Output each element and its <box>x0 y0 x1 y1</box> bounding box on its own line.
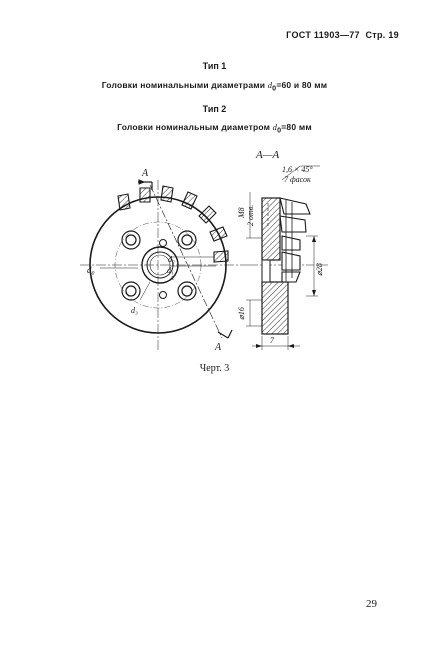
cut-marker-top: А <box>142 168 149 179</box>
figure-caption: Черт. 3 <box>199 363 230 374</box>
thread-label: М8 <box>237 207 246 218</box>
type2-title: Тип 2 <box>202 104 227 114</box>
thread-holes: 2 отв. <box>246 204 255 226</box>
type2-caption: Головки номинальным диаметром $d_0=80$ мм <box>117 122 312 135</box>
mounting-holes <box>122 231 196 300</box>
front-view <box>80 180 250 350</box>
page-number: 29 <box>366 598 377 610</box>
diameter-left: ⌀16 <box>237 307 246 320</box>
label-small-a: А <box>170 276 174 282</box>
page-label: Стр. 19 <box>365 30 399 40</box>
label-d1: d₁ <box>167 266 174 275</box>
chamfer-count: 7 фасок <box>284 175 311 184</box>
chamfer-label: 1,6 × 45° <box>282 165 313 174</box>
label-d3: d₃ <box>131 306 138 315</box>
diameter-right: ⌀28 <box>315 263 324 276</box>
cut-marker-bottom: А <box>215 342 222 353</box>
dim-bottom: 7 <box>270 336 274 345</box>
label-d0: d₀ <box>87 265 95 275</box>
section-view <box>246 166 330 350</box>
type1-title: Тип 1 <box>202 61 227 71</box>
label-d2: d₂ <box>168 255 175 264</box>
standard-number: ГОСТ 11903—77 <box>286 30 360 40</box>
type1-caption: Головки номинальными диаметрами $d_0=60$ и 80 мм <box>101 80 328 93</box>
section-label: А—А <box>256 149 280 161</box>
